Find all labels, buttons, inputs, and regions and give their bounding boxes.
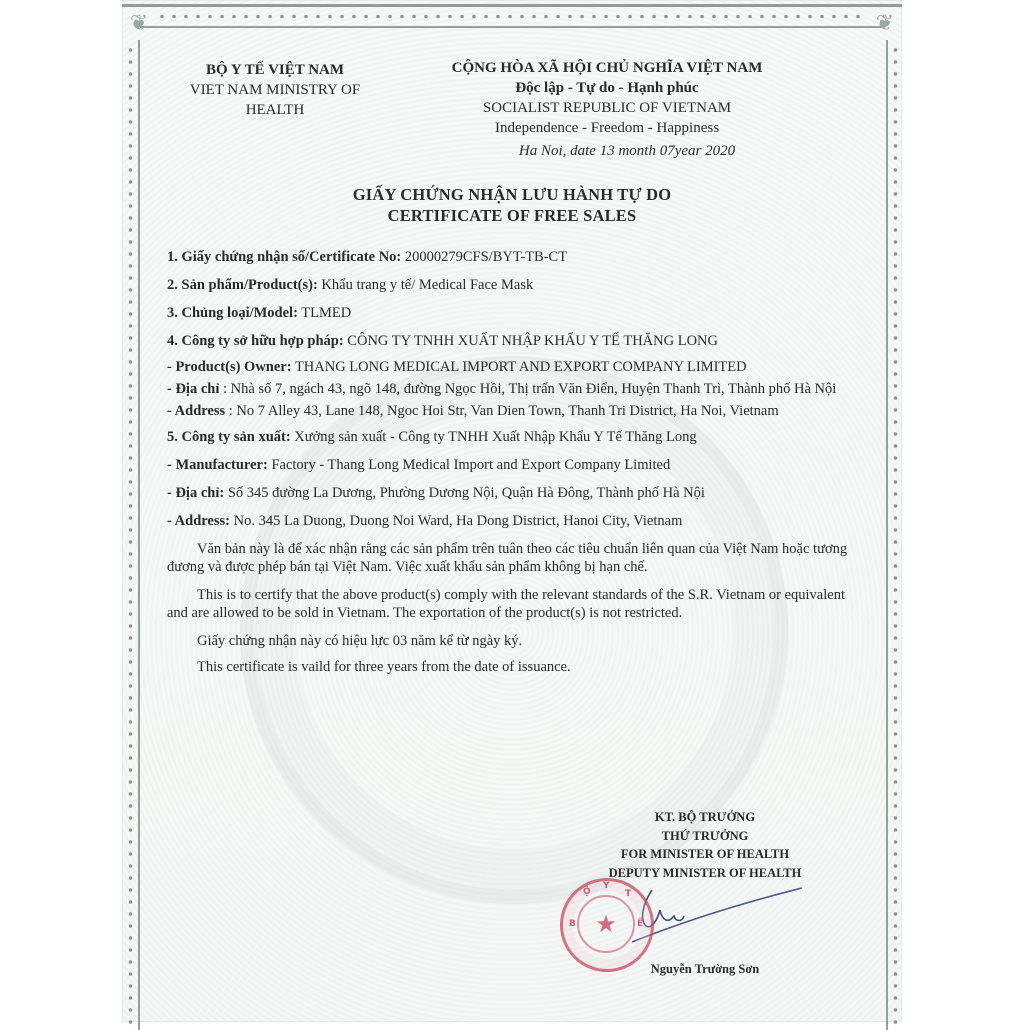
corner-ornament-icon: ❦ bbox=[129, 10, 149, 35]
field-certificate-no: 1. Giấy chứng nhận số/Certificate No: 20000279CFS/BYT-TB-CT bbox=[167, 249, 568, 265]
field-manufacturer-vi: 5. Công ty sản xuất: Xưởng sản xuất - Công ty TNHH Xuất Nhập Khẩu Y Tế Thăng Long bbox=[167, 429, 697, 445]
sig-line-1: KT. BỘ TRƯỞNG bbox=[654, 810, 756, 824]
field-owner-address-vi: - Địa chỉ : Nhà số 7, ngách 43, ngõ 148, đường Ngọc Hồi, Thị trấn Văn Điển, Huyện Thanh Trì, Thành phố Hà Nội bbox=[167, 381, 837, 397]
official-seal bbox=[560, 878, 654, 972]
validity-statement-vi: Giấy chứng nhận này có hiệu lực 03 năm kể từ ngày ký. bbox=[197, 633, 523, 649]
field-owner-address-en: - Address : No 7 Alley 43, Lane 148, Ngoc Hoi Str, Van Dien Town, Thanh Tri District, Ha Noi, Vietnam bbox=[167, 403, 779, 419]
field-owner-en: - Product(s) Owner: THANG LONG MEDICAL IMPORT AND EXPORT COMPANY LIMITED bbox=[167, 359, 747, 375]
seal-letter: T bbox=[625, 889, 632, 899]
sig-line-4: DEPUTY MINISTER OF HEALTH bbox=[608, 865, 802, 880]
signature-block bbox=[550, 808, 860, 976]
motto-en: Independence - Freedom - Happiness bbox=[494, 120, 720, 136]
field-mfr-address-vi: - Địa chỉ: Số 345 đường La Dương, Phường Dương Nội, Quận Hà Đông, Thành phố Hà Nội bbox=[167, 485, 705, 501]
field-product: 2. Sản phẩm/Product(s): Khẩu trang y tế/ Medical Face Mask bbox=[167, 277, 534, 293]
seal-letter: B bbox=[569, 919, 576, 929]
field-mfr-address-en: - Address: No. 345 La Duong, Duong Noi Ward, Ha Dong District, Hanoi City, Vietnam bbox=[167, 513, 683, 529]
border-top-bar bbox=[122, 4, 902, 7]
seal-emblem-icon: ★ bbox=[577, 895, 635, 953]
field-manufacturer-en: - Manufacturer: Factory - Thang Long Medical Import and Export Company Limited bbox=[167, 457, 671, 473]
nation-name-vi: CỘNG HÒA XÃ HỘI CHỦ NGHĨA VIỆT NAM bbox=[451, 60, 763, 76]
sig-line-3: FOR MINISTER OF HEALTH bbox=[620, 847, 790, 861]
agency-name-en-1: VIET NAM MINISTRY OF bbox=[189, 82, 361, 98]
certify-statement-en: This is to certify that the above product(s) comply with the relevant standards of the S.R. Vietnam or equivalent and are allowed to be sold in Vietnam. The exportation of the product(s) is not restricted. bbox=[167, 587, 845, 621]
seal-letter: Ế bbox=[637, 919, 644, 929]
border-dots-top bbox=[156, 14, 868, 19]
certificate-body bbox=[167, 248, 857, 676]
seal-letter: Y bbox=[603, 881, 610, 891]
corner-ornament-icon: ❦ bbox=[875, 10, 895, 35]
validity-statement-en: This certificate is vaild for three years from the date of issuance. bbox=[197, 659, 571, 675]
title-vi: GIẤY CHỨNG NHẬN LƯU HÀNH TỰ DO bbox=[352, 185, 672, 204]
border-line-top bbox=[140, 26, 884, 28]
signer-name: Nguyễn Trường Sơn bbox=[650, 962, 760, 976]
seal-letter: Ộ bbox=[583, 887, 591, 897]
agency-name-en-2: HEALTH bbox=[245, 102, 305, 118]
issuing-agency bbox=[160, 60, 390, 120]
national-header bbox=[422, 58, 792, 161]
issue-date: Ha Noi, date 13 month 07year 2020 bbox=[518, 143, 736, 159]
nation-name-en: SOCIALIST REPUBLIC OF VIETNAM bbox=[482, 100, 732, 116]
motto-vi: Độc lập - Tự do - Hạnh phúc bbox=[515, 80, 699, 96]
field-model: 3. Chủng loại/Model: TLMED bbox=[167, 305, 352, 321]
certify-statement-vi: Văn bản này là để xác nhận rằng các sản phẩm trên tuân theo các tiêu chuẩn liên quan của Việt Nam hoặc tương đương và được phép bán tại Việt Nam. Việc xuất khẩu sản phẩm không bị hạn chế. bbox=[167, 541, 848, 575]
certificate-document bbox=[122, 0, 902, 1022]
title-en: CERTIFICATE OF FREE SALES bbox=[387, 206, 637, 225]
agency-name-vi: BỘ Y TẾ VIỆT NAM bbox=[205, 62, 345, 78]
document-title bbox=[122, 184, 902, 226]
sig-line-2: THỨ TRƯỞNG bbox=[661, 828, 749, 843]
field-owner-vi: 4. Công ty sở hữu hợp pháp: CÔNG TY TNHH XUẤT NHẬP KHẨU Y TẾ THĂNG LONG bbox=[167, 333, 718, 349]
